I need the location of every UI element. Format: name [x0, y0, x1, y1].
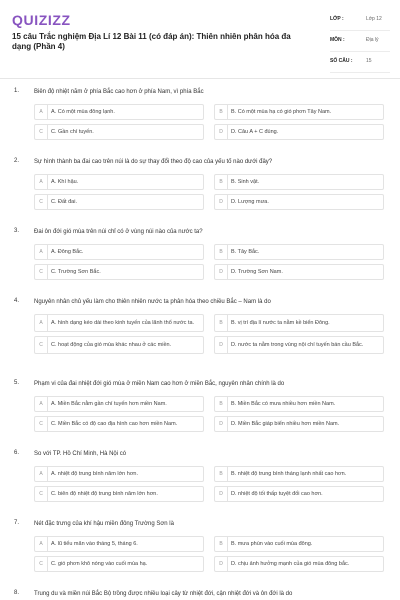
meta-row-subject [330, 31, 390, 52]
option-text: A. Đông Bắc. [51, 248, 84, 255]
question-number: 3. [14, 228, 20, 234]
option-text: B. nhiệt độ trung bình tháng lạnh nhất cao hơn. [231, 470, 347, 477]
question-number: 6. [14, 450, 20, 456]
meta-label: LỚP : [330, 16, 344, 22]
question-number: 1. [14, 88, 20, 94]
option-letter: C [35, 487, 48, 501]
option-c[interactable] [34, 264, 204, 280]
option-letter: B [215, 467, 228, 481]
option-letter: B [215, 245, 228, 259]
meta-row-grade [330, 10, 390, 31]
option-b[interactable] [214, 466, 384, 482]
option-text: C. Gần chí tuyến. [51, 128, 94, 135]
option-letter: D [215, 265, 228, 279]
question-text: Trung du và miền núi Bắc Bộ trồng được nhiều loại cây từ nhiệt đới, cận nhiệt đới và ôn đới là do [34, 591, 293, 597]
option-text: A. hình dạng kéo dài theo kinh tuyến của lãnh thổ nước ta. [51, 319, 195, 326]
option-letter: D [215, 195, 228, 209]
option-text: D. nước ta nằm trong vùng nội chí tuyến bán cầu Bắc. [231, 341, 364, 348]
option-text: B. Tây Bắc. [231, 248, 260, 255]
option-letter: B [215, 315, 228, 331]
question-number: 8. [14, 590, 20, 596]
option-c[interactable] [34, 336, 204, 354]
meta-row-count [330, 52, 390, 73]
option-text: D. Trường Sơn Nam. [231, 268, 283, 275]
option-text: D. Miền Bắc giáp biển nhiều hơn miền Nam. [231, 420, 340, 427]
option-d[interactable] [214, 486, 384, 502]
option-text: A. Có một mùa đông lạnh. [51, 108, 115, 115]
option-text: A. Khí hậu. [51, 178, 79, 185]
option-text: D. Lượng mưa. [231, 198, 269, 205]
option-letter: D [215, 487, 228, 501]
option-text: C. biên độ nhiệt độ trung bình năm lớn hơn. [51, 490, 158, 497]
question-text: So với TP. Hồ Chí Minh, Hà Nội có [34, 451, 127, 457]
option-b[interactable] [214, 244, 384, 260]
option-c[interactable] [34, 416, 204, 432]
question-text: Phạm vi của đai nhiệt đới gió mùa ở miền Nam cao hơn ở miền Bắc, nguyên nhân chính là do [34, 381, 285, 387]
option-b[interactable] [214, 314, 384, 332]
meta-label: SỐ CÂU : [330, 58, 353, 64]
option-text: C. Trường Sơn Bắc. [51, 268, 101, 275]
option-a[interactable] [34, 396, 204, 412]
option-b[interactable] [214, 104, 384, 120]
option-d[interactable] [214, 124, 384, 140]
option-text: D. chịu ảnh hưởng mạnh của gió mùa đông bắc. [231, 560, 350, 567]
question-text: Sự hình thành ba đai cao trên núi là do sự thay đổi theo độ cao của yếu tố nào dưới đây? [34, 159, 273, 165]
option-text: B. Có một mùa hạ có gió phơn Tây Nam. [231, 108, 332, 115]
option-c[interactable] [34, 486, 204, 502]
option-letter: D [215, 417, 228, 431]
worksheet-header [0, 0, 400, 79]
option-letter: A [35, 175, 48, 189]
option-a[interactable] [34, 104, 204, 120]
question-text: Nét đặc trưng của khí hậu miền đông Trường Sơn là [34, 521, 174, 527]
page-title: 15 câu Trắc nghiệm Địa Lí 12 Bài 11 (có đáp án): Thiên nhiên phân hóa đa dạng (Phần 4) [12, 32, 291, 51]
option-text: C. Miền Bắc có độ cao địa hình cao hơn miền Nam. [51, 420, 178, 427]
question-text: Đai ôn đới gió mùa trên núi chỉ có ở vùng núi nào của nước ta? [34, 229, 203, 235]
option-c[interactable] [34, 556, 204, 572]
option-d[interactable] [214, 336, 384, 354]
option-text: D. nhiệt độ tối thấp tuyệt đối cao hơn. [231, 490, 323, 497]
option-text: A. lũ tiểu mãn vào tháng 5, tháng 6. [51, 540, 138, 547]
option-a[interactable] [34, 174, 204, 190]
option-letter: B [215, 537, 228, 551]
option-letter: B [215, 175, 228, 189]
option-letter: C [35, 195, 48, 209]
option-a[interactable] [34, 466, 204, 482]
option-letter: D [215, 125, 228, 139]
option-d[interactable] [214, 416, 384, 432]
option-a[interactable] [34, 244, 204, 260]
option-text: A. Miền Bắc nằm gần chí tuyến hơn miền Nam. [51, 400, 167, 407]
option-text: B. mưa phùn vào cuối mùa đông. [231, 540, 313, 547]
option-text: B. Miền Bắc có mưa nhiều hơn miền Nam. [231, 400, 336, 407]
question-number: 2. [14, 158, 20, 164]
option-letter: B [215, 105, 228, 119]
option-d[interactable] [214, 264, 384, 280]
option-letter: B [215, 397, 228, 411]
meta-value: 15 [366, 58, 372, 64]
option-letter: D [215, 557, 228, 571]
option-text: C. hoạt động của gió mùa khác nhau ở các miền. [51, 341, 172, 348]
meta-value: Lớp 12 [366, 16, 382, 22]
option-d[interactable] [214, 194, 384, 210]
option-c[interactable] [34, 124, 204, 140]
option-text: D. Câu A + C đúng. [231, 128, 279, 135]
option-text: C. gió phơn khô nóng vào cuối mùa hạ. [51, 560, 148, 567]
option-text: B. vị trí địa lí nước ta nằm kề biển Đông. [231, 319, 330, 326]
option-letter: C [35, 265, 48, 279]
option-letter: D [215, 337, 228, 353]
option-letter: A [35, 467, 48, 481]
option-letter: C [35, 337, 48, 353]
option-a[interactable] [34, 536, 204, 552]
question-text: Biên độ nhiệt năm ở phía Bắc cao hơn ở phía Nam, vì phía Bắc [34, 89, 204, 95]
option-text: A. nhiệt độ trung bình năm lớn hơn. [51, 470, 139, 477]
option-letter: C [35, 125, 48, 139]
question-number: 5. [14, 380, 20, 386]
meta-value: Địa lý [366, 37, 379, 43]
option-b[interactable] [214, 536, 384, 552]
option-d[interactable] [214, 556, 384, 572]
meta-label: MÔN : [330, 37, 345, 43]
option-letter: C [35, 417, 48, 431]
option-letter: A [35, 105, 48, 119]
option-letter: A [35, 315, 48, 331]
option-letter: C [35, 557, 48, 571]
question-number: 4. [14, 298, 20, 304]
question-text: Nguyên nhân chủ yếu làm cho thiên nhiên nước ta phân hóa theo chiều Bắc – Nam là do [34, 299, 271, 305]
option-letter: A [35, 245, 48, 259]
option-text: B. Sinh vật. [231, 178, 260, 185]
option-a[interactable] [34, 314, 204, 332]
question-number: 7. [14, 520, 20, 526]
quizizz-logo: QUIZIZZ [12, 12, 71, 28]
worksheet-meta [330, 10, 390, 73]
option-text: C. Đất đai. [51, 198, 77, 205]
option-b[interactable] [214, 174, 384, 190]
option-letter: A [35, 537, 48, 551]
option-letter: A [35, 397, 48, 411]
option-c[interactable] [34, 194, 204, 210]
option-b[interactable] [214, 396, 384, 412]
